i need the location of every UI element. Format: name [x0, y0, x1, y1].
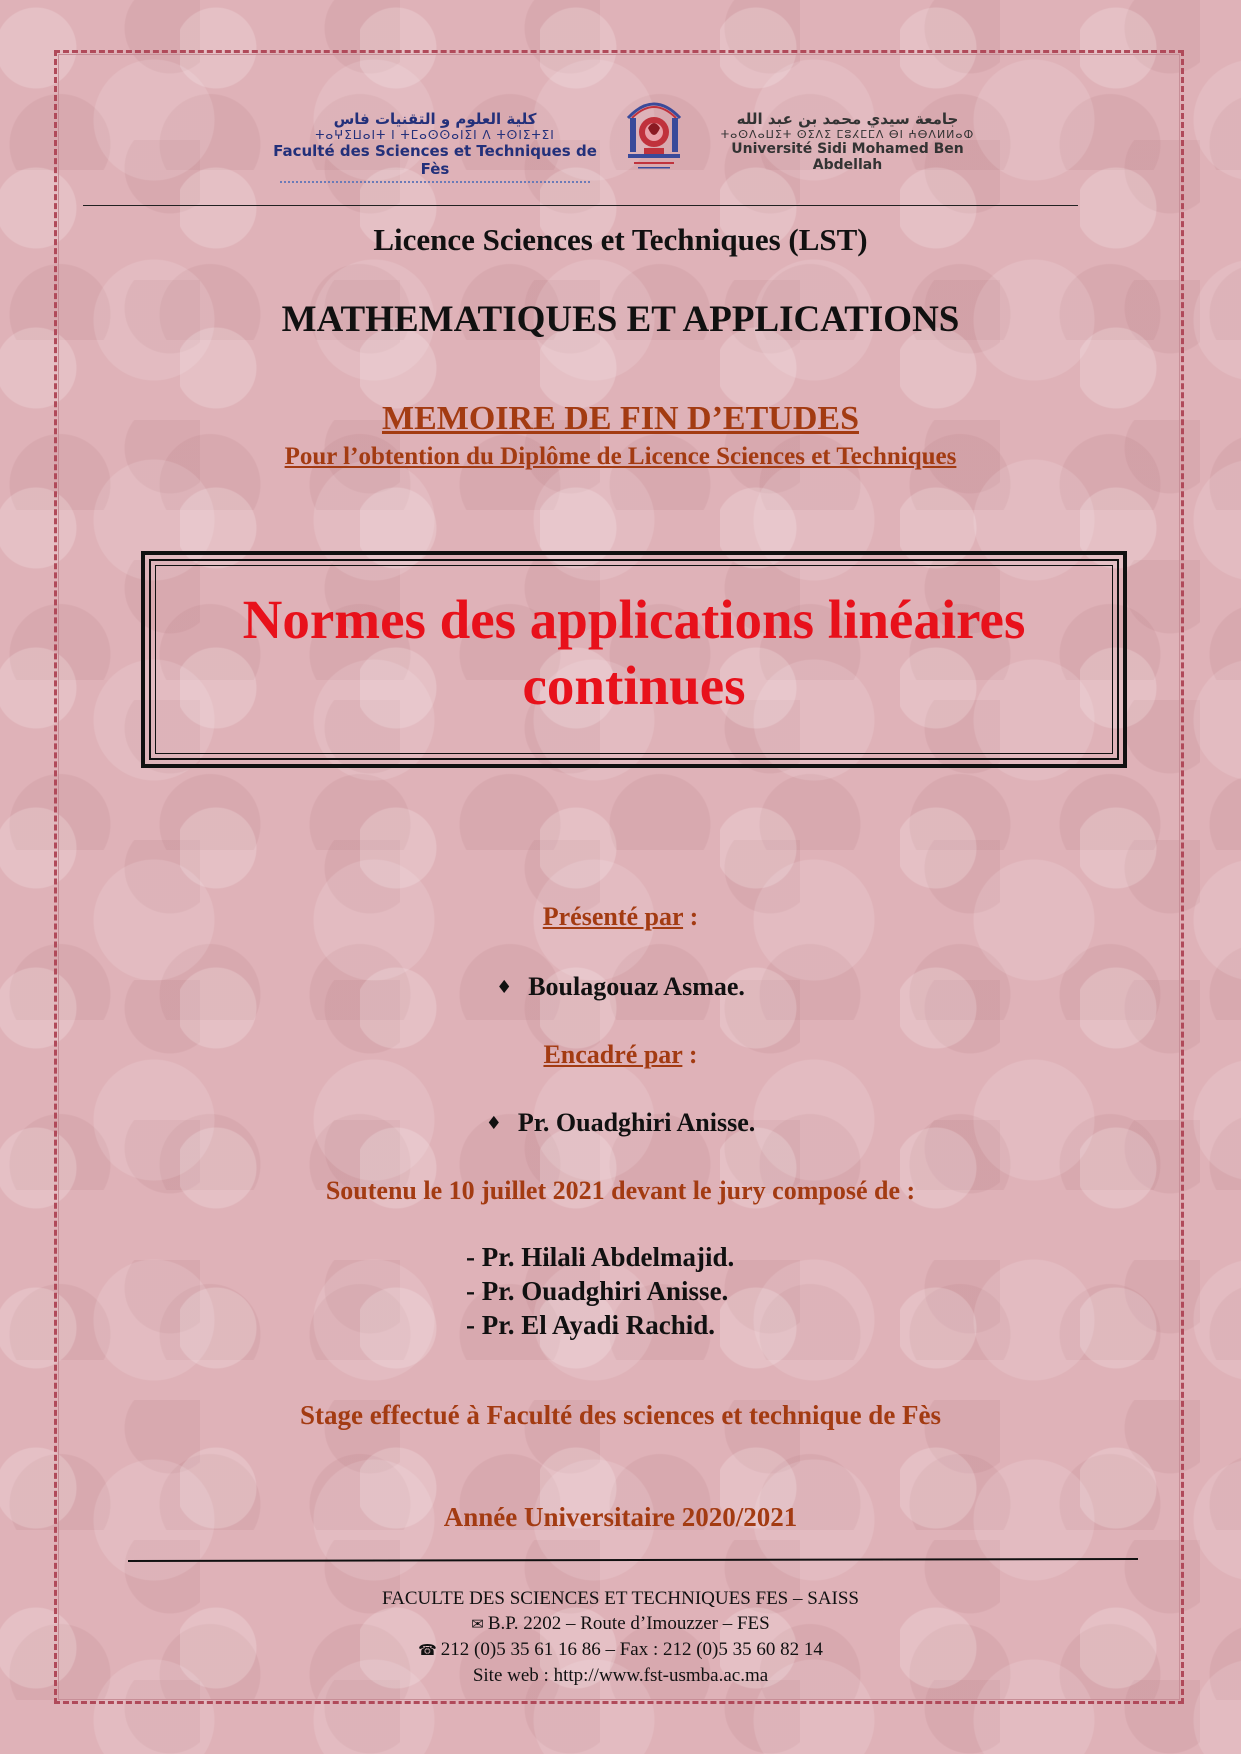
phone-icon: ☎ [418, 1641, 437, 1659]
footer-institution: FACULTE DES SCIENCES ET TECHNIQUES FES – SAISS [381, 1588, 859, 1609]
author-name: Boulagouaz Asmae. [528, 972, 745, 1001]
supervised-by-colon: : [682, 1040, 698, 1069]
faculty-name-tifinagh: ⵜⴰⵖⵉⵡⴰⵏⵜ ⵏ ⵜⵎⴰⵙⵙⴰⵏⵉⵏ ⴷ ⵜⵙⵏⵉⵜⵉⵏ [315, 128, 555, 142]
jury-member: - Pr. Ouadghiri Anisse. [466, 1276, 729, 1306]
bullet-diamond-icon: ♦ [496, 977, 513, 998]
footer [0, 1586, 1241, 1688]
internship-statement: Stage effectué à Faculté des sciences et technique de Fès [299, 1400, 942, 1430]
footer-phone-line [0, 1637, 1241, 1663]
faculty-logo-underline [280, 181, 590, 186]
presented-by-label [0, 902, 1241, 932]
thesis-title-line-1: Normes des applications linéaires [242, 589, 1026, 650]
university-name-french: Université Sidi Mohamed Ben Abdellah [731, 141, 964, 173]
footer-phone: 212 (0)5 35 61 16 86 – Fax : 212 (0)5 35 60 82 14 [440, 1639, 823, 1660]
presented-by-colon: : [683, 902, 699, 931]
supervisor-name: Pr. Ouadghiri Anisse. [517, 1108, 756, 1137]
university-emblem-icon [622, 88, 686, 172]
thesis-title-box [141, 551, 1127, 768]
defense-statement: Soutenu le 10 juillet 2021 devant le jury composé de : [325, 1176, 916, 1205]
footer-website: Site web : http://www.fst-usmba.ac.ma [472, 1665, 769, 1686]
supervised-by-text: Encadré par [543, 1040, 683, 1069]
thesis-title-line-2: continues [522, 655, 746, 716]
faculty-name-french: Faculté des Sciences et Techniques de Fès [273, 142, 597, 178]
university-name-arabic: جامعة سيدي محمد بن عبد الله [736, 110, 959, 128]
bullet-diamond-icon: ♦ [485, 1113, 502, 1134]
thesis-title [145, 587, 1123, 719]
academic-year: Année Universitaire 2020/2021 [443, 1502, 798, 1532]
header-divider [83, 205, 1078, 206]
supervisor-line [0, 1108, 1241, 1138]
faculty-logo [270, 110, 600, 186]
jury-list [466, 1240, 734, 1342]
author-line [0, 972, 1241, 1002]
memoire-heading: MEMOIRE DE FIN D’ETUDES [382, 400, 859, 437]
department-heading: MATHEMATIQUES ET APPLICATIONS [281, 299, 960, 340]
jury-member: - Pr. Hilali Abdelmajid. [466, 1242, 735, 1272]
footer-address-line [0, 1611, 1241, 1637]
memoire-subtitle: Pour l’obtention du Diplôme de Licence Sciences et Techniques [284, 443, 957, 470]
jury-member: - Pr. El Ayadi Rachid. [466, 1310, 716, 1340]
presented-by-text: Présenté par [542, 902, 684, 931]
faculty-name-arabic: كلية العلوم و التقنيات فاس [333, 110, 537, 128]
program-heading: Licence Sciences et Techniques (LST) [373, 222, 868, 257]
university-name-tifinagh: ⵜⴰⵙⴷⴰⵡⵉⵜ ⵙⵉⴷⵉ ⵎⵓⵃⵎⵎⴷ ⴱⵏ ⵄⴱⴷⵍⵍⴰⵀ [720, 128, 975, 141]
footer-address: B.P. 2202 – Route d’Imouzzer – FES [487, 1613, 770, 1634]
mail-icon: ✉ [471, 1615, 484, 1633]
supervised-by-label [0, 1040, 1241, 1070]
university-logo [705, 110, 990, 173]
